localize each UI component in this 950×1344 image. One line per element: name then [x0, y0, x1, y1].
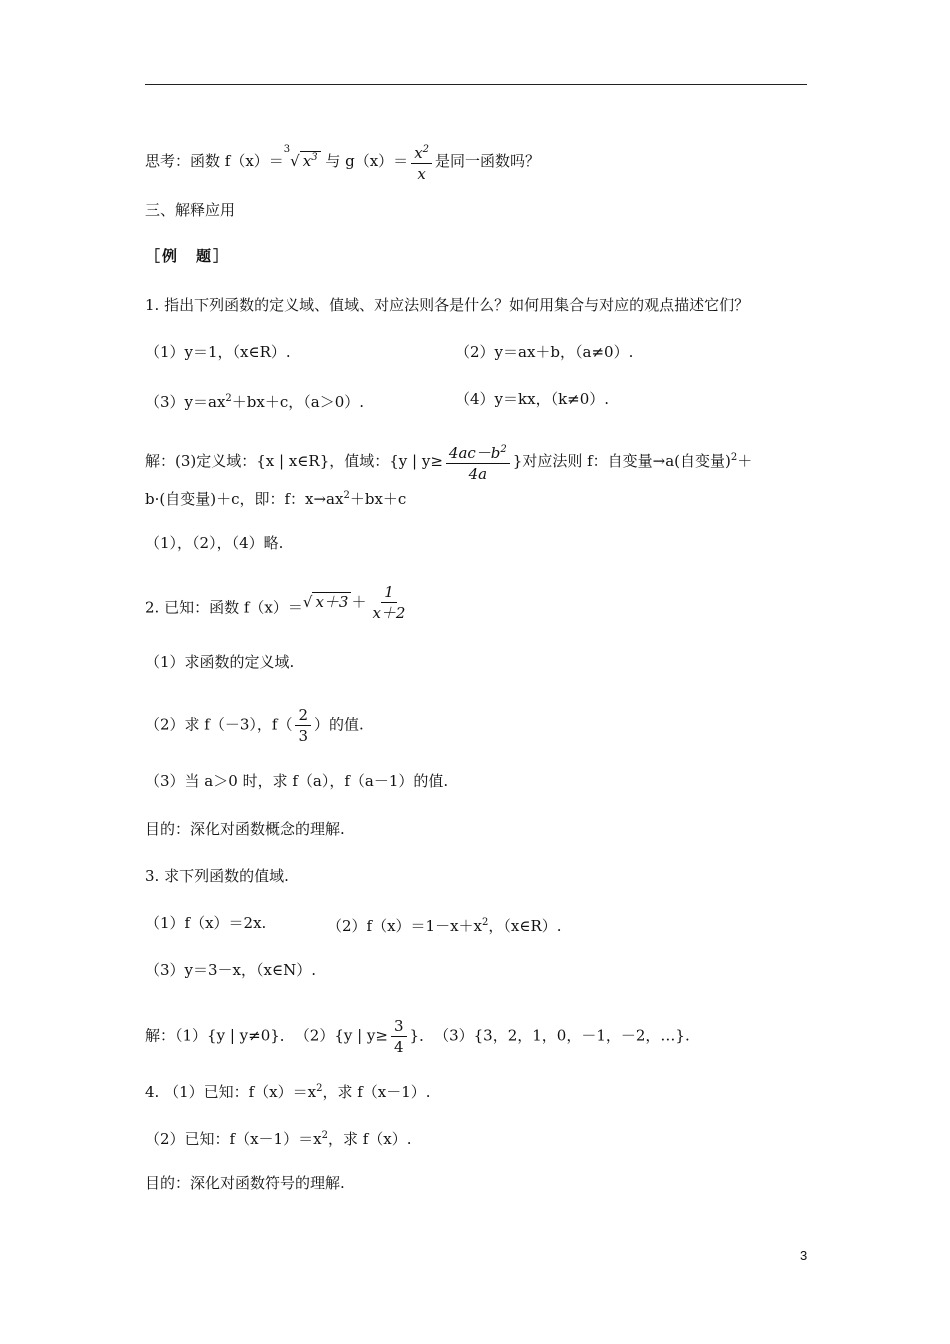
question-1: 1. 指出下列函数的定义域、值域、对应法则各是什么？如何用集合与对应的观点描述它们？: [145, 296, 750, 314]
q2-sub-1: （1）求函数的定义域.: [145, 653, 295, 671]
q2-sub-3: （3）当 a＞0 时，求 f（a），f（a－1）的值.: [145, 772, 449, 790]
q1-omitted: （1），（2），（4）略.: [145, 534, 284, 552]
q2-sub-2: （2）求 f（－3），f（ $\frac{2}{3}$ ）的值.: [145, 706, 364, 745]
q3-item-3: （3）y＝3－x，（x∈N）.: [145, 961, 316, 979]
q1-item-1: （1）y＝1，（x∈R）.: [145, 343, 291, 361]
question-4-part-2: （2）已知：$f(x-1)=x^2$，求 f（x）.: [145, 1130, 412, 1148]
q1-solution-line-1: 解：(3)定义域：{x | x∈R}，值域：{y | y≥ $\frac{4ac-b^2}{4a}$ }对应法则 f：自变量→a(自变量)$^2$＋: [145, 440, 752, 484]
q2-purpose: 目的：深化对函数概念的理解.: [145, 820, 345, 838]
q3-item-2: $(2)f(x)=1-x+x^2$，（x∈R）.: [327, 917, 562, 935]
fraction-x2-over-x: $\frac{x^2}{x}$: [411, 140, 432, 184]
section-heading: 三、解释应用: [145, 201, 236, 219]
fraction-3-4: $\frac{3}{4}$: [391, 1016, 407, 1057]
page-number: 3: [800, 1248, 808, 1263]
header-rule: [145, 84, 807, 85]
fraction-1-over-x-plus-2: $\frac{1}{x+2}$: [372, 583, 406, 622]
q4-purpose: 目的：深化对函数符号的理解.: [145, 1174, 345, 1192]
fraction-range-bound: $\frac{4ac-b^2}{4a}$: [446, 440, 510, 484]
question-3: 3. 求下列函数的值域.: [145, 867, 289, 885]
cube-root-expression: $^3$√ $x^3$: [284, 148, 321, 171]
think-question: 思考：函数 f（x）＝$^3$√ $x^3$ 与 g（x）＝ $\frac{x^2}{x}$ 是同一函数吗？: [145, 140, 540, 184]
q1-item-2: （2）y＝ax＋b，（a≠0）.: [455, 343, 634, 361]
q3-item-1: （1）f（x）＝2x.: [145, 914, 267, 932]
q1-item-4: （4）y＝kx，（k≠0）.: [455, 390, 610, 408]
q1-solution-line-2: b·(自变量)＋c，即：f：$x\to ax^2+bx+c$: [145, 490, 407, 508]
question-4-part-1: 4. （1）已知：$f(x)=x^2$，求 f（x－1）.: [145, 1083, 431, 1101]
question-2: 2. 已知：函数 f（x）＝√ x＋3 ＋ $\frac{1}{x+2}$: [145, 588, 411, 629]
q1-item-3: $(3)y=ax^2+bx+c$，（a＞0）.: [145, 393, 365, 411]
sqrt-expression: √ x＋3: [303, 592, 352, 612]
example-heading: ［例 题］: [145, 247, 231, 265]
fraction-2-3: $\frac{2}{3}$: [295, 705, 311, 746]
q3-solution: 解：（1）{y | y≠0}． （2）{y | y≥ $\frac{3}{4}$ }． （3）{3，2，1，0，－1，－2，…}.: [145, 1017, 690, 1056]
